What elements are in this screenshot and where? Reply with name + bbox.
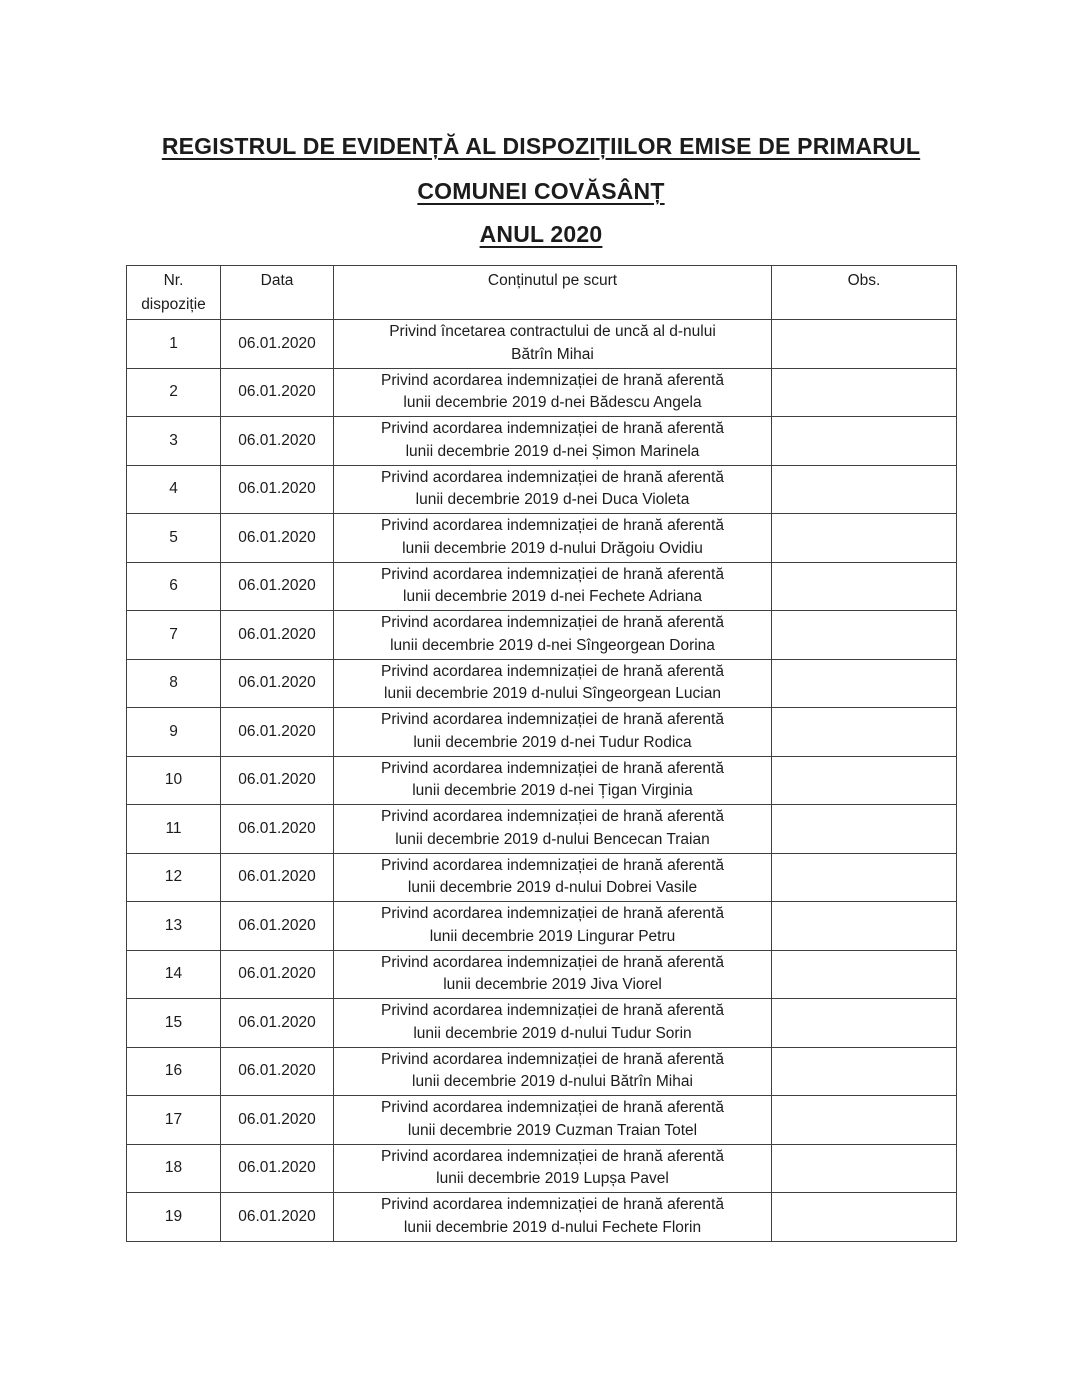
cell-nr-dispozitie: 14	[127, 950, 221, 999]
table-row	[127, 465, 957, 514]
cell-continut	[334, 562, 772, 611]
table-row	[127, 562, 957, 611]
cell-continut	[334, 417, 772, 466]
cell-nr-dispozitie: 4	[127, 465, 221, 514]
cell-data: 06.01.2020	[221, 368, 334, 417]
cell-nr-dispozitie: 3	[127, 417, 221, 466]
table-row	[127, 950, 957, 999]
cell-data: 06.01.2020	[221, 562, 334, 611]
continut-line: Privind încetarea contractului de uncă al d-nului	[389, 323, 716, 341]
cell-data: 06.01.2020	[221, 902, 334, 951]
table-row	[127, 417, 957, 466]
table-row	[127, 1193, 957, 1242]
cell-data: 06.01.2020	[221, 1047, 334, 1096]
cell-nr-dispozitie: 1	[127, 320, 221, 369]
cell-data: 06.01.2020	[221, 514, 334, 563]
cell-nr-dispozitie: 2	[127, 368, 221, 417]
cell-nr-dispozitie: 18	[127, 1144, 221, 1193]
cell-continut	[334, 368, 772, 417]
table-row	[127, 514, 957, 563]
cell-nr-dispozitie: 15	[127, 999, 221, 1048]
continut-line: Privind acordarea indemnizației de hrană aferentă	[381, 565, 724, 583]
cell-continut	[334, 1193, 772, 1242]
table-row	[127, 1047, 957, 1096]
continut-line: Privind acordarea indemnizației de hrană aferentă	[381, 759, 724, 777]
cell-continut	[334, 756, 772, 805]
continut-line: Privind acordarea indemnizației de hrană aferentă	[381, 662, 724, 680]
table-row	[127, 368, 957, 417]
cell-data: 06.01.2020	[221, 805, 334, 854]
cell-nr-dispozitie: 6	[127, 562, 221, 611]
cell-obs	[772, 1096, 957, 1145]
cell-continut	[334, 659, 772, 708]
cell-obs	[772, 756, 957, 805]
cell-data: 06.01.2020	[221, 853, 334, 902]
cell-data: 06.01.2020	[221, 1193, 334, 1242]
table-row	[127, 999, 957, 1048]
table-row	[127, 611, 957, 660]
cell-data: 06.01.2020	[221, 1144, 334, 1193]
continut-line: Privind acordarea indemnizației de hrană aferentă	[381, 614, 724, 632]
cell-obs	[772, 1047, 957, 1096]
cell-obs	[772, 708, 957, 757]
cell-continut	[334, 902, 772, 951]
continut-line: Privind acordarea indemnizației de hrană aferentă	[381, 808, 724, 826]
continut-line: lunii decembrie 2019 Jiva Viorel	[443, 976, 662, 994]
cell-data: 06.01.2020	[221, 465, 334, 514]
cell-nr-dispozitie: 11	[127, 805, 221, 854]
table-row	[127, 756, 957, 805]
cell-obs	[772, 1193, 957, 1242]
header-row	[127, 266, 957, 320]
cell-nr-dispozitie: 12	[127, 853, 221, 902]
cell-continut	[334, 465, 772, 514]
cell-data: 06.01.2020	[221, 417, 334, 466]
cell-nr-dispozitie: 17	[127, 1096, 221, 1145]
continut-line: Privind acordarea indemnizației de hrană aferentă	[381, 371, 724, 389]
cell-continut	[334, 320, 772, 369]
continut-line: Privind acordarea indemnizației de hrană aferentă	[381, 1099, 724, 1117]
continut-line: lunii decembrie 2019 Lupșa Pavel	[436, 1170, 669, 1188]
continut-line: lunii decembrie 2019 d-nei Țigan Virginia	[412, 782, 693, 800]
cell-nr-dispozitie: 9	[127, 708, 221, 757]
cell-obs	[772, 514, 957, 563]
continut-line: Privind acordarea indemnizației de hrană aferentă	[381, 468, 724, 486]
continut-line: lunii decembrie 2019 d-nului Bătrîn Mihai	[412, 1073, 693, 1091]
cell-data: 06.01.2020	[221, 320, 334, 369]
continut-line: Privind acordarea indemnizației de hrană aferentă	[381, 856, 724, 874]
continut-line: Privind acordarea indemnizației de hrană aferentă	[381, 1050, 724, 1068]
cell-data: 06.01.2020	[221, 611, 334, 660]
cell-obs	[772, 417, 957, 466]
document-title-line2-text: COMUNEI COVĂSÂNȚ	[417, 178, 665, 204]
continut-line: lunii decembrie 2019 d-nului Fechete Florin	[403, 1218, 702, 1236]
cell-nr-dispozitie: 5	[127, 514, 221, 563]
cell-obs	[772, 465, 957, 514]
continut-line: lunii decembrie 2019 d-nei Bădescu Angela	[403, 394, 702, 412]
cell-obs	[772, 999, 957, 1048]
continut-line: lunii decembrie 2019 d-nului Drăgoiu Ovidiu	[402, 539, 703, 557]
cell-continut	[334, 514, 772, 563]
cell-continut	[334, 708, 772, 757]
registry-table-body	[127, 320, 957, 1242]
column-header-data: Data	[221, 266, 334, 320]
cell-obs	[772, 611, 957, 660]
cell-obs	[772, 659, 957, 708]
cell-obs	[772, 950, 957, 999]
cell-nr-dispozitie: 13	[127, 902, 221, 951]
cell-nr-dispozitie: 16	[127, 1047, 221, 1096]
continut-line: lunii decembrie 2019 d-nei Șimon Marinela	[405, 442, 700, 460]
table-row	[127, 805, 957, 854]
continut-line: lunii decembrie 2019 d-nului Sîngeorgean Lucian	[384, 685, 721, 703]
continut-line: lunii decembrie 2019 d-nului Dobrei Vasile	[407, 879, 698, 897]
cell-data: 06.01.2020	[221, 756, 334, 805]
continut-line: Privind acordarea indemnizației de hrană aferentă	[381, 517, 724, 535]
continut-line: Privind acordarea indemnizației de hrană aferentă	[381, 711, 724, 729]
cell-continut	[334, 1096, 772, 1145]
cell-nr-dispozitie: 8	[127, 659, 221, 708]
registry-table-header	[127, 266, 957, 320]
cell-obs	[772, 1144, 957, 1193]
document-title-line1-text: REGISTRUL DE EVIDENȚĂ AL DISPOZIȚIILOR EMISE DE PRIMARUL	[161, 133, 921, 159]
table-row	[127, 853, 957, 902]
table-row	[127, 902, 957, 951]
cell-continut	[334, 853, 772, 902]
column-header-obs: Obs.	[772, 266, 957, 320]
continut-line: lunii decembrie 2019 d-nei Sîngeorgean Dorina	[390, 636, 715, 654]
cell-continut	[334, 999, 772, 1048]
continut-line: Privind acordarea indemnizației de hrană aferentă	[381, 1196, 724, 1214]
table-row	[127, 320, 957, 369]
continut-line: Privind acordarea indemnizației de hrană aferentă	[381, 905, 724, 923]
document-title-line1	[0, 124, 1082, 169]
cell-data: 06.01.2020	[221, 1096, 334, 1145]
continut-line: lunii decembrie 2019 d-nei Tudur Rodica	[413, 733, 692, 751]
cell-continut	[334, 950, 772, 999]
cell-obs	[772, 805, 957, 854]
table-row	[127, 1096, 957, 1145]
cell-data: 06.01.2020	[221, 659, 334, 708]
continut-line: lunii decembrie 2019 d-nei Fechete Adriana	[403, 588, 702, 606]
continut-line: Bătrîn Mihai	[511, 345, 594, 363]
cell-continut	[334, 805, 772, 854]
cell-obs	[772, 320, 957, 369]
table-row	[127, 1144, 957, 1193]
continut-line: lunii decembrie 2019 Cuzman Traian Totel	[407, 1121, 698, 1139]
cell-nr-dispozitie: 7	[127, 611, 221, 660]
table-row	[127, 659, 957, 708]
continut-line: lunii decembrie 2019 Lingurar Petru	[429, 927, 676, 945]
document-subtitle	[0, 212, 1082, 257]
cell-continut	[334, 1047, 772, 1096]
continut-line: Privind acordarea indemnizației de hrană aferentă	[381, 420, 724, 438]
cell-continut	[334, 611, 772, 660]
cell-continut	[334, 1144, 772, 1193]
continut-line: Privind acordarea indemnizației de hrană aferentă	[381, 953, 724, 971]
continut-line: lunii decembrie 2019 d-nei Duca Violeta	[415, 491, 690, 509]
cell-data: 06.01.2020	[221, 999, 334, 1048]
cell-data: 06.01.2020	[221, 708, 334, 757]
cell-nr-dispozitie: 10	[127, 756, 221, 805]
cell-data: 06.01.2020	[221, 950, 334, 999]
continut-line: lunii decembrie 2019 d-nului Bencecan Traian	[395, 830, 710, 848]
cell-obs	[772, 902, 957, 951]
column-header-nr-dispozitie: Nr. dispoziție	[127, 266, 221, 320]
registry-table	[126, 265, 957, 1242]
column-header-continut: Conținutul pe scurt	[334, 266, 772, 320]
cell-obs	[772, 368, 957, 417]
continut-line: Privind acordarea indemnizației de hrană aferentă	[381, 1002, 724, 1020]
cell-obs	[772, 562, 957, 611]
table-row	[127, 708, 957, 757]
continut-line: lunii decembrie 2019 d-nului Tudur Sorin	[413, 1024, 692, 1042]
document-title-line2	[0, 169, 1082, 214]
document-title	[0, 124, 1082, 214]
document-subtitle-text: ANUL 2020	[479, 221, 603, 247]
cell-nr-dispozitie: 19	[127, 1193, 221, 1242]
cell-obs	[772, 853, 957, 902]
continut-line: Privind acordarea indemnizației de hrană aferentă	[381, 1147, 724, 1165]
